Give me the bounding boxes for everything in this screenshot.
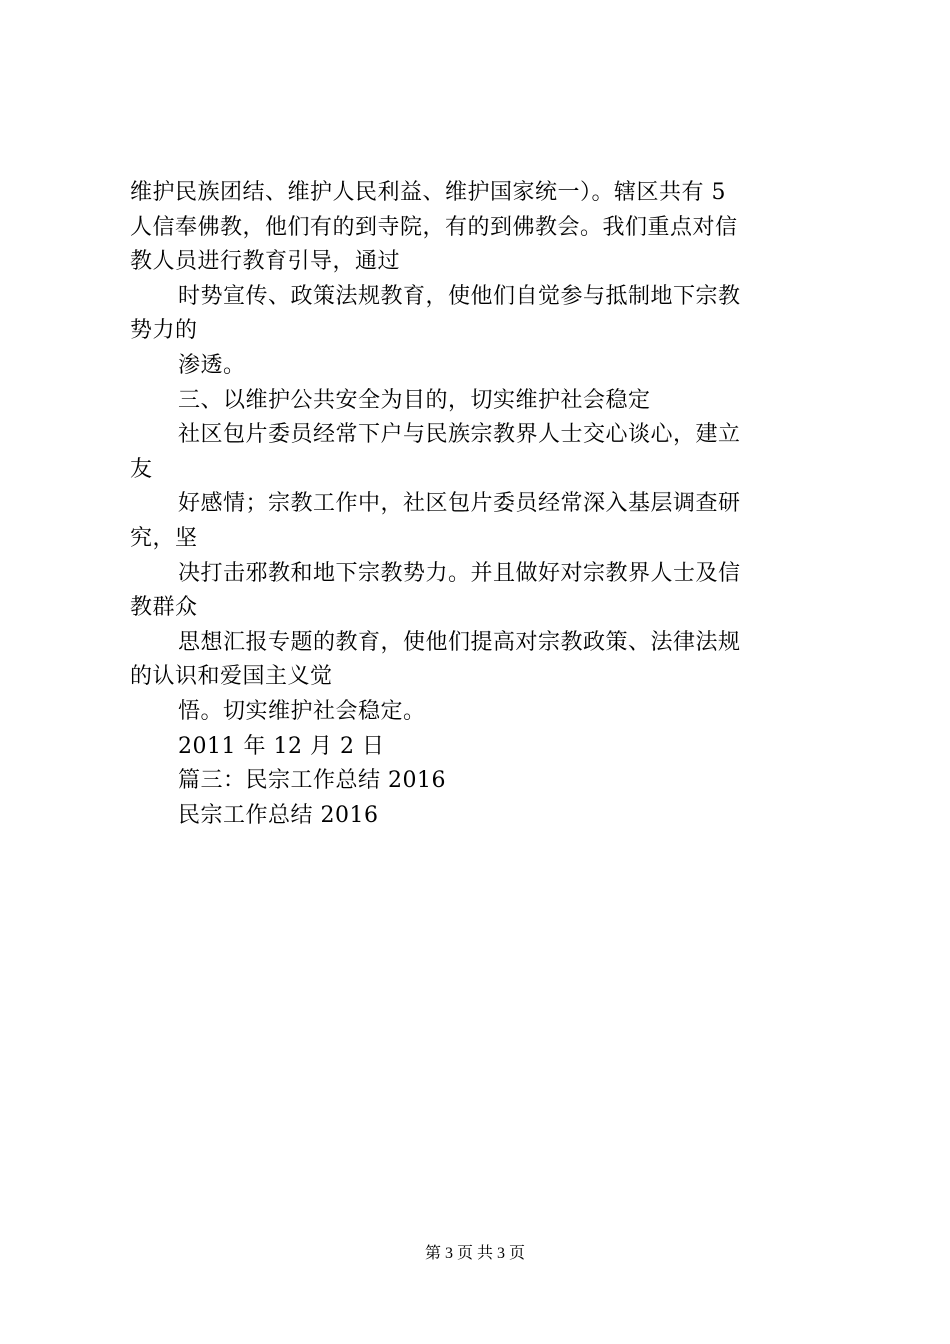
body-line: 时势宣传、政策法规教育，使他们自觉参与抵制地下宗教 bbox=[178, 283, 741, 309]
section-heading: 三、以维护公共安全为目的，切实维护社会稳定 bbox=[178, 387, 651, 413]
body-line: 的认识和爱国主义觉 bbox=[130, 664, 333, 690]
body-line: 悟。切实维护社会稳定。 bbox=[178, 698, 426, 724]
chapter-heading: 篇三：民宗工作总结 2016 bbox=[178, 768, 446, 794]
body-line: 势力的 bbox=[130, 318, 198, 344]
page-number-footer: 第 3 页 共 3 页 bbox=[424, 1245, 525, 1262]
body-line: 教群众 bbox=[130, 595, 198, 621]
body-line: 社区包片委员经常下户与民族宗教界人士交心谈心，建立 bbox=[178, 422, 741, 448]
body-line: 教人员进行教育引导，通过 bbox=[130, 249, 401, 275]
body-line: 决打击邪教和地下宗教势力。并且做好对宗教界人士及信 bbox=[178, 560, 741, 586]
body-line: 究，坚 bbox=[130, 525, 198, 551]
body-line: 人信奉佛教，他们有的到寺院，有的到佛教会。我们重点对信 bbox=[130, 214, 738, 240]
document-body bbox=[130, 176, 830, 833]
document-title: 民宗工作总结 2016 bbox=[178, 802, 379, 828]
body-line: 友 bbox=[130, 456, 153, 482]
body-line: 维护民族团结、维护人民利益、维护国家统一）。辖区共有 5 bbox=[130, 180, 726, 205]
body-line: 好感情；宗教工作中，社区包片委员经常深入基层调查研 bbox=[178, 491, 741, 517]
body-line: 渗透。 bbox=[178, 352, 246, 378]
body-line: 思想汇报专题的教育，使他们提高对宗教政策、法律法规 bbox=[178, 629, 741, 655]
document-date: 2011 年 12 月 2 日 bbox=[178, 733, 385, 759]
